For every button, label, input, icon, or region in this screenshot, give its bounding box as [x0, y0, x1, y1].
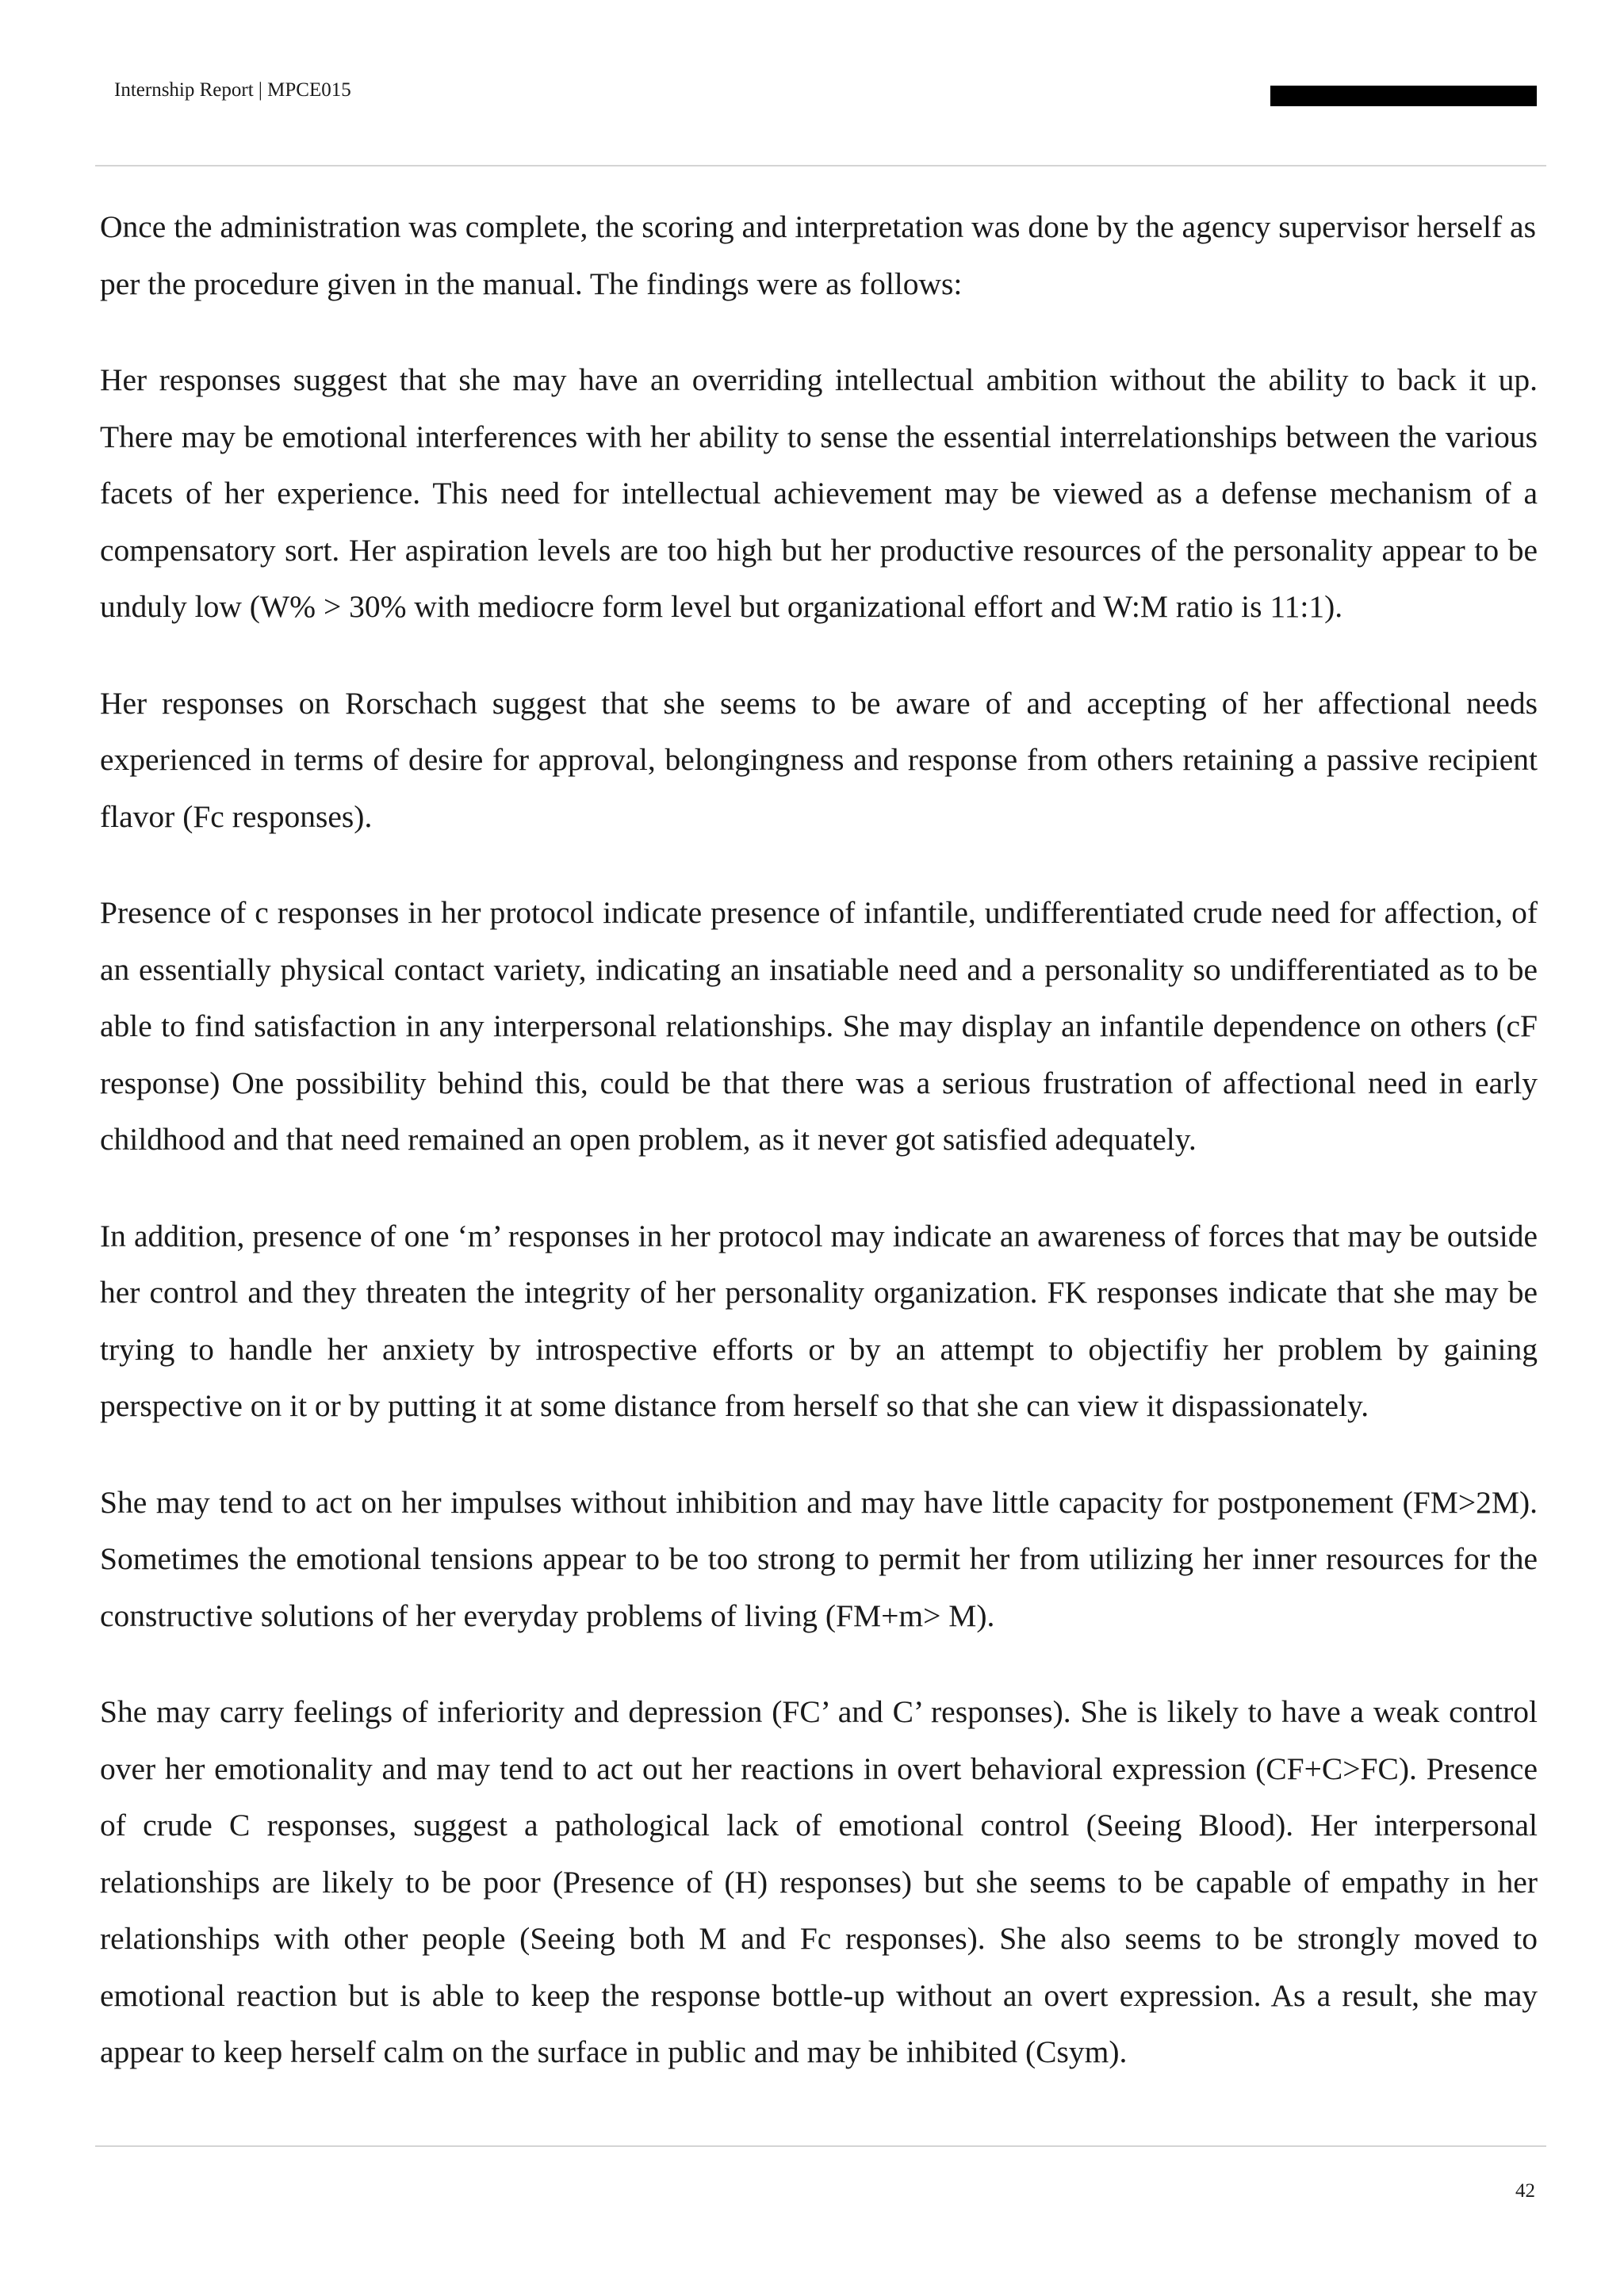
footer-divider [95, 2145, 1546, 2147]
document-body [100, 199, 1538, 2081]
header-divider [95, 165, 1546, 166]
paragraph: Her responses suggest that she may have an overriding intellectual ambition without the ability to back it up. There may be emotional interferences with her ability to sense the essential interrelationships between the various facets of her experience. This need for intellectual achievement may be viewed as a defense mechanism of a compensatory sort. Her aspiration levels are too high but her productive resources of the personality appear to be unduly low (W% > 30% with mediocre form level but organizational effort and W:M ratio is 11:1). [100, 362, 1538, 624]
paragraph: She may tend to act on her impulses without inhibition and may have little capacity for postponement (FM>2M). Sometimes the emotional tensions appear to be too strong to permit her from utilizing her inner resources for the constructive solutions of her everyday problems of living (FM+m> M). [100, 1484, 1538, 1633]
paragraph: Once the administration was complete, the scoring and interpretation was done by the agency supervisor herself as per the procedure given in the manual. The findings were as follows: [100, 209, 1536, 301]
paragraph: Presence of c responses in her protocol indicate presence of infantile, undifferentiated crude need for affection, of an essentially physical contact variety, indicating an insatiable need and a personality so undifferentiated as to be able to find satisfaction in any interpersonal relationships. She may display an infantile dependence on others (cF response) One possibility behind this, could be that there was a serious frustration of affectional need in early childhood and that need remained an open problem, as it never got satisfied adequately. [100, 895, 1538, 1157]
header-redaction-bar [1270, 86, 1537, 106]
page-number: 42 [1515, 2180, 1535, 2202]
header-title: Internship Report | MPCE015 [114, 79, 351, 101]
paragraph: She may carry feelings of inferiority and depression (FC’ and C’ responses). She is likely to have a weak control over her emotionality and may tend to act out her reactions in overt behavioral expression (CF+C>FC). Presence of crude C responses, suggest a pathological lack of emotional control (Seeing Blood). Her interpersonal relationships are likely to be poor (Presence of (H) responses) but she seems to be capable of empathy in her relationships with other people (Seeing both M and Fc responses). She also seems to be strongly moved to emotional reaction but is able to keep the response bottle-up without an overt expression. As a result, she may appear to keep herself calm on the surface in public and may be inhibited (Csym). [100, 1694, 1538, 2069]
paragraph: In addition, presence of one ‘m’ responses in her protocol may indicate an awareness of forces that may be outside her control and they threaten the integrity of her personality organization. FK responses indicate that she may be trying to handle her anxiety by introspective efforts or by an attempt to objectifiy her problem by gaining perspective on it or by putting it at some distance from herself so that she can view it dispassionately. [100, 1218, 1538, 1423]
paragraph: Her responses on Rorschach suggest that she seems to be aware of and accepting of her affectional needs experienced in terms of desire for approval, belongingness and response from others retaining a passive recipient flavor (Fc responses). [100, 685, 1538, 834]
